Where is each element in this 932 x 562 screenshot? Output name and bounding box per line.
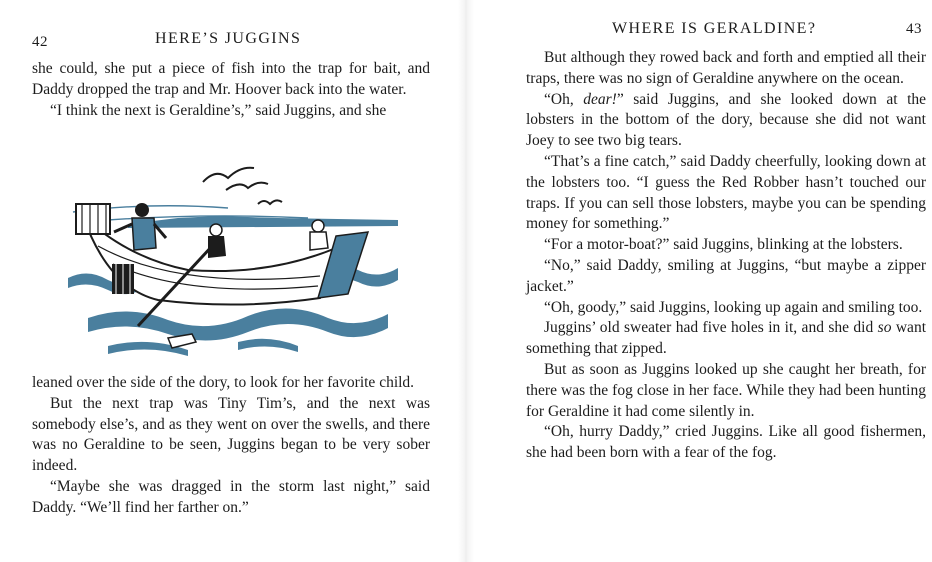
boat-illustration — [68, 158, 398, 370]
emphasis: so — [877, 319, 892, 337]
page-number: 43 — [906, 21, 922, 37]
paragraph: But as soon as Juggins looked up she caught her breath, for there was the fog close in her face. While they had been hunting for Geraldine it had come silently in. — [526, 360, 926, 420]
paragraph: “Maybe she was dragged in the storm last night,” said Daddy. “We’ll find her farther on.” — [32, 477, 430, 516]
paragraph: But the next trap was Tiny Tim’s, and the next was somebody else’s, and as they went on over the swells, and there was no Geraldine to be seen, Juggins began to be very sober indeed. — [32, 394, 430, 475]
text-span: ” said Juggins, and she looked down at the lobsters in the bottom of the dory, because she did not want Joey to see two big tears. — [526, 90, 927, 150]
paragraph: But although they rowed back and forth and emptied all their traps, there was no sign of Geraldine anywhere on the ocean. — [526, 49, 926, 87]
text-span: “Oh, — [544, 90, 584, 108]
paragraph: “No,” said Daddy, smiling at Juggins, “but maybe a zipper jacket.” — [526, 256, 926, 295]
right-page — [466, 0, 932, 562]
paragraph: “Oh, hurry Daddy,” cried Juggins. Like all good fishermen, she had been born with a fear of the fog. — [526, 423, 926, 462]
right-text — [526, 48, 926, 464]
left-top-text — [32, 59, 430, 121]
page-number: 42 — [32, 34, 48, 50]
text-span: want something that zipped. — [526, 319, 926, 358]
paragraph-sweater — [526, 318, 926, 360]
paragraph: she could, she put a piece of fish into the trap for bait, and Daddy dropped the trap and Mr. Hoover back into the water. — [32, 60, 430, 98]
text-span: Juggins’ old sweater had five holes in it, and she did — [544, 319, 878, 337]
paragraph-dear — [526, 90, 926, 152]
running-head: WHERE IS GERALDINE? — [612, 20, 817, 37]
paragraph: “Oh, goody,” said Juggins, looking up again and smiling too. — [544, 298, 923, 316]
paragraph: “For a motor-boat?” said Juggins, blinking at the lobsters. — [544, 236, 903, 254]
paragraph: leaned over the side of the dory, to look for her favorite child. — [32, 374, 415, 391]
paragraph: “I think the next is Geraldine’s,” said Juggins, and she — [50, 101, 387, 119]
emphasis: dear! — [583, 90, 617, 108]
paragraph: “That’s a fine catch,” said Daddy cheerfully, looking down at the lobsters too. “I guess the Red Robber hasn’t touched our traps. If you can sell those lobsters, maybe you can be spending money for something.” — [526, 152, 926, 233]
left-bottom-text — [32, 373, 430, 519]
running-head: HERE’S JUGGINS — [155, 30, 302, 47]
